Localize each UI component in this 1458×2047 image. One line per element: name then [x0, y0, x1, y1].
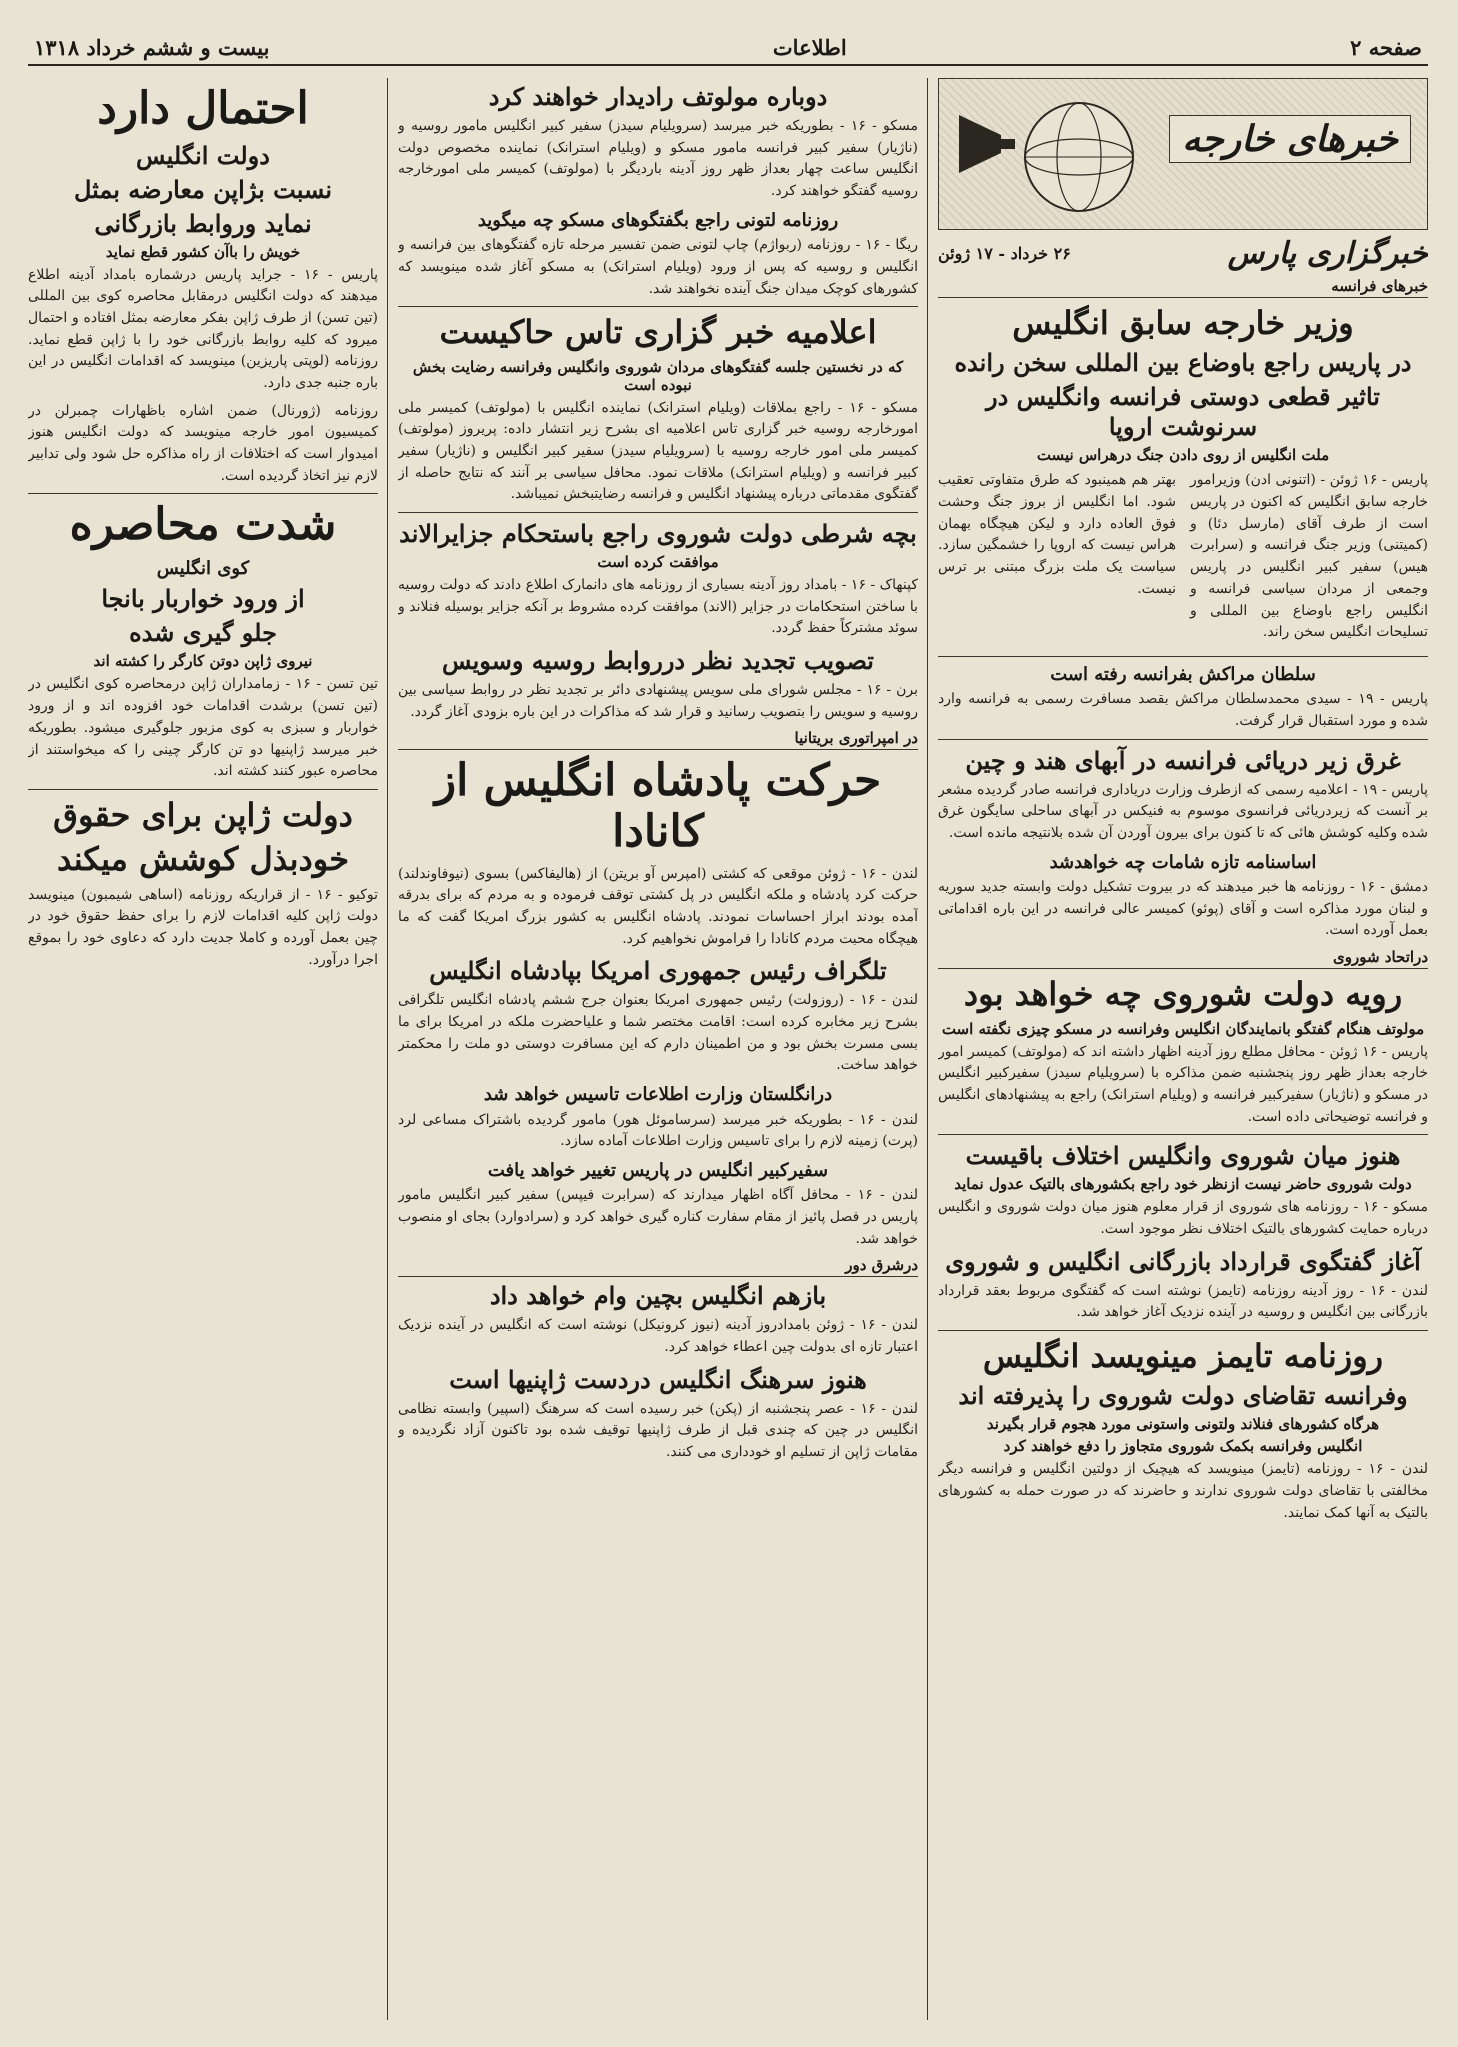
- headline: اساسنامه تازه شامات چه خواهدشد: [1049, 851, 1317, 873]
- story-body: پاریس - ۱۶ ژوئن - محافل مطلع روز آدینه اظهار داشته اند که (مولوتف) کمیسر امور خارجه بعداز ظهر روز پنجشنبه ضمن مذاکره با (سرویلیام سیدز) سفیرکبیر انگلیس در مسکو و (ناژیار) سفیرکبیر فرانسه و (ویلیام استرانک) راجع به پیشنهادهای انگلیس و فرانسه توضیحاتی داده است.: [938, 1043, 1428, 1125]
- banner-title: خبرهای خارجه: [1169, 115, 1411, 163]
- headline: حرکت پادشاه انگلیس از کانادا: [434, 755, 882, 858]
- story-body: روزنامه (ژورنال) ضمن اشاره باظهارات چمبرلن در کمیسیون امور خارجه مینویسد که دولت انگلیس هنوز امیدوار است که اختلافات از راه مذاکره حل شود ولی تدابیر لازم نیز اتخاذ گردیده است.: [28, 402, 378, 484]
- story-body: پاریس - ۱۹ - اعلامیه رسمی که ازطرف وزارت دریاداری فرانسه صادر گردیده مشعر بر آنست که زیردریائی فرانسوی موسوم به فنیکس در آبهای ساحلی سایگون غرق شده وکلیه کوشش هائی که تا کنون برای بیرون آوردن آن شده بلانتیجه مانده است.: [938, 781, 1428, 842]
- headline: غرق زیر دریائی فرانسه در آبهای هند و چین: [965, 745, 1401, 775]
- headline: وزیر خارجه سابق انگلیس: [1012, 304, 1354, 342]
- story-body: لندن - ۱۶ - محافل آگاه اظهار میدارند که (سرابرت فیپس) سفیر کبیر انگلیس مامور پاریس در فصل پائیز از مقام سفارت کناره گیری خواهد کرد و (سرادوارد) بجای او منصوب خواهد شد.: [398, 1187, 918, 1247]
- globe-gramophone-illustration: [949, 91, 1179, 217]
- page-number: صفحه ۲: [1350, 34, 1422, 60]
- deck: موافقت کرده است: [597, 553, 719, 572]
- headline: بچه شرطی دولت شوروی راجع باستحکام جزایرالاند: [399, 519, 917, 549]
- story-body: لندن - ۱۶ - ژوئن بامدادروز آدینه (نیوز کرونیکل) نوشته است که انگلیس در آینده نزدیک اعتبار تازه ای بدولت چین اعطاء خواهد کرد.: [398, 1317, 918, 1356]
- deck: دولت شوروی حاضر نیست ازنظر خود راجع بکشورهای بالتیک عدول نماید: [954, 1175, 1412, 1194]
- deck: کوی انگلیس: [156, 558, 250, 580]
- headline: احتمال دارد: [97, 83, 309, 134]
- deck: تاثیر قطعی دوستی فرانسه وانگلیس در سرنوشت اروپا: [986, 382, 1380, 442]
- story-body: لندن - ۱۶ - (روزولت) رئیس جمهوری امریکا بعنوان جرج ششم پادشاه انگلیس تلگرافی بشرح زیر مخابره کرده است: اقامت مختصر شما و علیاحضرت ملکه در امریکا برای ما بسی مسرت بخش بود و من اطمینان دارم که این مسافرت دوستی دو ملت را محکمتر خواهد ساخت.: [398, 992, 918, 1074]
- section-label: در امپراتوری بریتانیا: [398, 729, 918, 750]
- headline: بازهم انگلیس بچین وام خواهد داد: [489, 1281, 827, 1311]
- section-label: خبرهای فرانسه: [938, 277, 1428, 298]
- story-body: لندن - ۱۶ - بطوریکه خبر میرسد (سرساموئل هور) مامور گردیده باشتراک مساعی لرد (پرت) زمینه لازم را برای تاسیس وزارت اطلاعات آماده سازد.: [398, 1111, 918, 1150]
- story-body: پاریس - ۱۶ - جراید پاریس درشماره بامداد آدینه اطلاع میدهند که دولت انگلیس درمقابل محاصره کوی بین المللی (تین تسن) از طرف ژاپن بفکر معارضه بمثل افتاده و احتمال میرود که کلیه روابط بازرگانی خود را با ژاپن قطع نماید. روزنامه (لوپتی پاریزین) مینویسد که اقدامات انگلیس در این باره جنبه جدی دارد.: [28, 266, 378, 392]
- divider: [938, 1330, 1428, 1331]
- headline: تصویب تجدید نظر درروابط روسیه وسویس: [442, 646, 874, 676]
- divider: [28, 493, 378, 494]
- column-foreign-news: [938, 78, 1428, 2020]
- headline: سلطان مراکش بفرانسه رفته است: [1050, 663, 1316, 685]
- deck: هرگاه کشورهای فنلاند ولتونی واستونی مورد هجوم قرار بگیرند: [986, 1415, 1380, 1434]
- agency-line: [938, 236, 1428, 271]
- deck: نیروی ژاپن دوتن کارگر را کشته اند: [93, 652, 313, 671]
- story-body: ریگا - ۱۶ - روزنامه (ربواژم) چاپ لتونی ضمن تفسیر مرحله تازه گفتگوهای بین فرانسه و انگلیس و روسیه که پس از ورود (ویلیام استرانک) به مسکو آغاز شده مینویسد که کشورهای کوچک میدان جنگ آینده نخواهند شد.: [398, 237, 918, 297]
- story-body: کپنهاک - ۱۶ - بامداد روز آدینه بسیاری از روزنامه های دانمارک اطلاع دادند که دولت روسیه با ساختن استحکامات در جزایر (الاند) موافقت کرده مشروط بر آنکه جزایر بوسیله فنلاند و سوئد مشترکاً حفظ گردد.: [398, 577, 918, 637]
- deck: ملت انگلیس از روی دادن جنگ درهراس نیست: [1036, 446, 1330, 465]
- deck: در پاریس راجع باوضاع بین المللی سخن رانده: [954, 348, 1412, 378]
- story-body: مسکو - ۱۶ - راجع بملاقات (ویلیام استرانک) نماینده انگلیس با (مولوتف) کمیسر ملی امورخارجه روسیه خبر گزاری تاس اعلامیه ای بشرح زیر انتشار داده: پریروز (مولوتف) کمیسر ملی امور خارجه روسیه با (سرویلیام سیدز) سفیر کبیر انگلیس و (ناژیار) سفیر کبیر فرانسه و (ویلیام استرانک) ملاقات نمود. محافل سیاسی بر آنند که نتایج حاصله از گفتگوی مقدماتی درباره پیشنهاد انگلیس و فرانسه رضایتبخش نمیباشد.: [398, 399, 918, 503]
- column-soviet-british-news: [398, 78, 918, 2020]
- headline: تلگراف رئیس جمهوری امریکا بپادشاه انگلیس: [429, 956, 887, 986]
- story-body: مسکو - ۱۶ - روزنامه های شوروی از قرار معلوم هنوز میان دولت شوروی و انگلیس درباره حمایت کشورهای بالتیک اختلاف نظر موجود است.: [938, 1199, 1428, 1237]
- story-body: برن - ۱۶ - مجلس شورای ملی سویس پیشنهادی دائر بر تجدید نظر در روابط سیاسی بین روسیه و سویس را بتصویب رسانید و قرار شد که مذاکرات در این باره بزودی آغاز گردد.: [398, 682, 918, 720]
- deck: وفرانسه تقاضای دولت شوروی را پذیرفته اند: [958, 1381, 1408, 1411]
- column-japan-news: [28, 78, 378, 2020]
- headline: آغاز گفتگوی قرارداد بازرگانی انگلیس و شوروی: [945, 1246, 1421, 1276]
- deck: که در نخستین جلسه گفتگوهای مردان شوروی وانگلیس وفرانسه رضایت بخش نبوده است: [412, 357, 904, 394]
- deck: دولت انگلیس: [136, 140, 270, 170]
- deck: نسبت بژاپن معارضه بمثل: [73, 174, 333, 204]
- page-header-strip: [28, 30, 1428, 66]
- headline: سفیرکبیر انگلیس در پاریس تغییر خواهد یافت: [487, 1159, 829, 1181]
- headline: هنوز میان شوروی وانگلیس اختلاف باقیست: [965, 1141, 1401, 1171]
- agency-logo: خبرگزاری پارس: [1227, 236, 1428, 271]
- headline: هنوز سرهنگ انگلیس دردست ژاپنیها است: [449, 1364, 867, 1394]
- deck: از ورود خواربار بانجا: [101, 584, 305, 614]
- headline: روزنامه تایمز مینویسد انگلیس: [982, 1337, 1384, 1376]
- deck: نماید وروابط بازرگانی: [94, 208, 312, 238]
- story-body: تین تسن - ۱۶ - زمامداران ژاپن درمحاصره کوی انگلیس در (تین تسن) برشدت اقدامات خود افزوده اند و از ورود خواربار و سبزی به کوی مزبور جلوگیری میشود. بطوریکه خبر میرسد ژاپنیها دو تن کارگر چینی را که میخواستند از محاصره عبور کنند کشته اند.: [28, 676, 378, 780]
- agency-date: ۲۶ خرداد - ۱۷ ژوئن: [938, 244, 1071, 263]
- column-rule: [927, 78, 928, 2020]
- divider: [28, 789, 378, 790]
- story-body: دمشق - ۱۶ - روزنامه ها خبر میدهند که در بیروت تشکیل دولت وابسته جدید سوریه و لبنان مورد مذاکره است و آقای (پوئو) کمیسر عالی فرانسه در این باره اقداماتی بعمل آورده است.: [938, 879, 1428, 939]
- newspaper-page: [28, 30, 1428, 2020]
- story-body: لندن - ۱۶ - عصر پنجشنبه از (پکن) خبر رسیده است که سرهنگ (اسپیر) وابسته نظامی انگلیس در چین که چندی قبل از طرف ژاپنیها توقیف شده بود تاکنون آزاد نگردیده و مقامات ژاپن از تسلیم او خودداری می کنند.: [398, 1400, 918, 1461]
- issue-date: بیست و ششم خرداد ۱۳۱۸: [34, 34, 270, 60]
- headline: شدت محاصره: [69, 499, 337, 551]
- divider: [398, 306, 918, 307]
- headline: اعلامیه خبر گزاری تاس حاکیست: [439, 313, 877, 352]
- story-body: پاریس - ۱۹ - سیدی محمدسلطان مراکش بقصد مسافرت رسمی به فرانسه وارد شده و مورد استقبال قرار گرفت.: [938, 691, 1428, 729]
- section-label: دراتحاد شوروی: [938, 948, 1428, 969]
- headline: دوباره مولوتف رادیدار خواهند کرد: [488, 82, 828, 111]
- headline: رویه دولت شوروی چه خواهد بود: [963, 975, 1403, 1014]
- story-body: پاریس - ۱۶ ژوئن - (اتنونی ادن) وزیرامور خارجه سابق انگلیس که اکنون در پاریس است از طرف آقای (مارسل دئا) و (کمیتنی) وزیر جنگ فرانسه و (سرابرت هیس) سفیر کبیر انگلیس در پاریس وجمعی از مردان سیاسی فرانسه و انگلیس راجع باوضاع بین المللی و تسلیحات انگلیس سخن راند.: [1190, 472, 1428, 641]
- deck: مولوتف هنگام گفتگو بانمایندگان انگلیس وفرانسه در مسکو چیزی نگفته است: [941, 1019, 1425, 1038]
- paper-name: اطلاعات: [772, 34, 847, 60]
- divider: [938, 656, 1428, 657]
- deck: خویش را باآن کشور قطع نماید: [105, 242, 301, 261]
- divider: [938, 739, 1428, 740]
- divider: [398, 512, 918, 513]
- deck: خودبذل کوشش میکند: [56, 840, 350, 879]
- headline: درانگلستان وزارت اطلاعات تاسیس خواهد شد: [483, 1084, 833, 1106]
- column-rule: [387, 78, 388, 2020]
- deck: انگلیس وفرانسه بکمک شوروی متجاوز را دفع خواهند کرد: [1003, 1437, 1363, 1456]
- story-body: بهتر هم همینبود که طرق متفاوتی تعقیب شود. اما انگلیس از بروز جنگ وحشت فوق العاده دارد و لیکن هیچگاه بهمان هراس نیست که اروپا را خشمگین سازد. سیاست یک ملت بزرگ مبتنی بر ترس نیست.: [938, 472, 1176, 597]
- story-body: لندن - ۱۶ - روز آدینه روزنامه (تایمز) نوشته است که گفتگوی مربوط بعقد قرارداد بازرگانی بین انگلیس و روسیه در آینده نزدیک آغاز خواهد شد.: [938, 1282, 1428, 1321]
- divider: [938, 1134, 1428, 1135]
- story-body: لندن - ۱۶ - ژوئن موقعی که کشتی (امپرس آو بریتن) از (هالیفاکس) بسوی (نیوفاوندلند) حرکت کرد پادشاه و ملکه انگلیس در پل کشتی توقف فرموده و به مردم که برای بدرقه آمده بودند ابراز احساسات نمودند. پادشاه انگلیس به کشور بزرگ امریکا گفت که ما هیچگاه محبت مردم کانادا را فراموش نخواهیم کرد.: [398, 865, 918, 947]
- deck: جلو گیری شده: [129, 618, 277, 648]
- story-body: توکیو - ۱۶ - از قراریکه روزنامه (اساهی شیمبون) مینویسد دولت ژاپن کلیه اقدامات لازم را برای حفظ حقوق خود در چین بعمل آورده و کاملا جدیت دارد که دعاوی خود را بموقع اجرا درآورد.: [28, 886, 378, 968]
- section-label: درشرق دور: [398, 1256, 918, 1277]
- headline: روزنامه لتونی راجع بگفتگوهای مسکو چه میگوید: [477, 209, 839, 231]
- story-body: مسکو - ۱۶ - بطوریکه خبر میرسد (سرویلیام سیدز) سفیر کبیر انگلیس مامور روسیه و (ناژیار) سفیر کبیر فرانسه مامور مسکو و (ویلیام استرانک) نماینده مخصوص دولت انگلیس ساعت چهار بعداز ظهر روز آدینه باردیگر با (مولوتف) کمیسر ملی امورخارجه روسیه گفتگو خواهند کرد.: [398, 118, 918, 200]
- story-body: لندن - ۱۶ - روزنامه (تایمز) مینویسد که هیچیک از دولتین انگلیس و فرانسه دیگر مخالفتی با تقاضای دولت شوروی ندارند و حاضرند که در صورت حمله به کشورهای بالتیک به آنها کمک نمایند.: [938, 1461, 1428, 1521]
- foreign-news-banner: [938, 78, 1428, 230]
- headline: دولت ژاپن برای حقوق: [53, 795, 353, 834]
